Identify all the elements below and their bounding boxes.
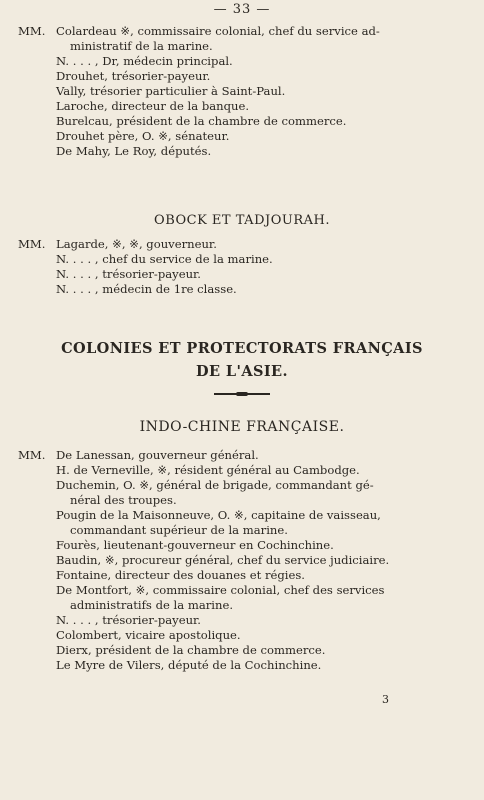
entry-text: H. de Verneville, ※, résident général au Cambodge. (56, 463, 360, 477)
entry-text: Baudin, ※, procureur général, chef du service judiciaire. (56, 553, 390, 567)
entry-text: Duchemin, O. ※, général de brigade, commandant gé- (56, 478, 374, 492)
list-line (18, 448, 458, 463)
indochine-heading: INDO-CHINE FRANÇAISE. (139, 419, 345, 435)
list-line (18, 523, 458, 538)
mm-prefix: MM. (18, 24, 46, 38)
list-line (18, 613, 458, 628)
list-line (18, 628, 458, 643)
entry-text: ministratif de la marine. (70, 39, 213, 53)
entry-text: N. . . . , chef du service de la marine. (56, 252, 273, 266)
entry-text: administratifs de la marine. (70, 598, 234, 612)
indochine-officials-list (18, 448, 458, 673)
entry-text: Colardeau ※, commissaire colonial, chef du service ad- (56, 24, 380, 38)
list-line (18, 267, 458, 282)
entry-text: Vally, trésorier particulier à Saint-Paul. (56, 84, 286, 98)
list-line (18, 478, 458, 493)
asie-heading: DE L'ASIE. (196, 363, 288, 380)
entry-text: Fontaine, directeur des douanes et régies. (56, 568, 305, 582)
list-line (18, 54, 458, 69)
page-number-bottom: 3 (382, 693, 389, 706)
list-line (18, 39, 458, 54)
mm-prefix: MM. (18, 448, 46, 462)
list-line (18, 237, 458, 252)
entry-text: Burelcau, président de la chambre de commerce. (56, 114, 347, 128)
entry-text: Fourès, lieutenant-gouverneur en Cochinchine. (56, 538, 334, 552)
list-line (18, 643, 458, 658)
entry-text: Le Myre de Vilers, député de la Cochinchine. (56, 658, 322, 672)
entry-text: N. . . . , Dr, médecin principal. (56, 54, 233, 68)
entry-text: Drouhet père, O. ※, sénateur. (56, 129, 230, 143)
entry-text: Pougin de la Maisonneuve, O. ※, capitaine de vaisseau, (56, 508, 381, 522)
obock-heading: OBOCK ET TADJOURAH. (154, 213, 330, 228)
list-line (18, 583, 458, 598)
list-line (18, 24, 458, 39)
entry-text: Drouhet, trésorier-payeur. (56, 69, 211, 83)
mm-prefix: MM. (18, 237, 46, 251)
entry-text: Dierx, président de la chambre de commerce. (56, 643, 326, 657)
list-line (18, 538, 458, 553)
list-line (18, 463, 458, 478)
entry-text: Lagarde, ※, ※, gouverneur. (56, 237, 217, 251)
list-line (18, 144, 458, 159)
list-line (18, 553, 458, 568)
reunion-officials-list (18, 24, 458, 159)
entry-text: N. . . . , trésorier-payeur. (56, 613, 201, 627)
entry-text: néral des troupes. (70, 493, 177, 507)
list-line (18, 658, 458, 673)
list-line (18, 508, 458, 523)
obock-officials-list (18, 237, 458, 297)
ornamental-rule (214, 393, 270, 395)
page-number-top: — 33 — (213, 2, 271, 17)
entry-text: N. . . . , trésorier-payeur. (56, 267, 201, 281)
list-line (18, 282, 458, 297)
list-line (18, 84, 458, 99)
colonies-heading: COLONIES ET PROTECTORATS FRANÇAIS (61, 340, 423, 357)
entry-text: De Lanessan, gouverneur général. (56, 448, 259, 462)
list-line (18, 252, 458, 267)
list-line (18, 493, 458, 508)
entry-text: N. . . . , médecin de 1re classe. (56, 282, 237, 296)
list-line (18, 568, 458, 583)
list-line (18, 69, 458, 84)
list-line (18, 114, 458, 129)
list-line (18, 598, 458, 613)
list-line (18, 129, 458, 144)
entry-text: De Montfort, ※, commissaire colonial, chef des services (56, 583, 385, 597)
list-line (18, 99, 458, 114)
entry-text: commandant supérieur de la marine. (70, 523, 288, 537)
entry-text: Colombert, vicaire apostolique. (56, 628, 241, 642)
entry-text: Laroche, directeur de la banque. (56, 99, 250, 113)
entry-text: De Mahy, Le Roy, députés. (56, 144, 212, 158)
